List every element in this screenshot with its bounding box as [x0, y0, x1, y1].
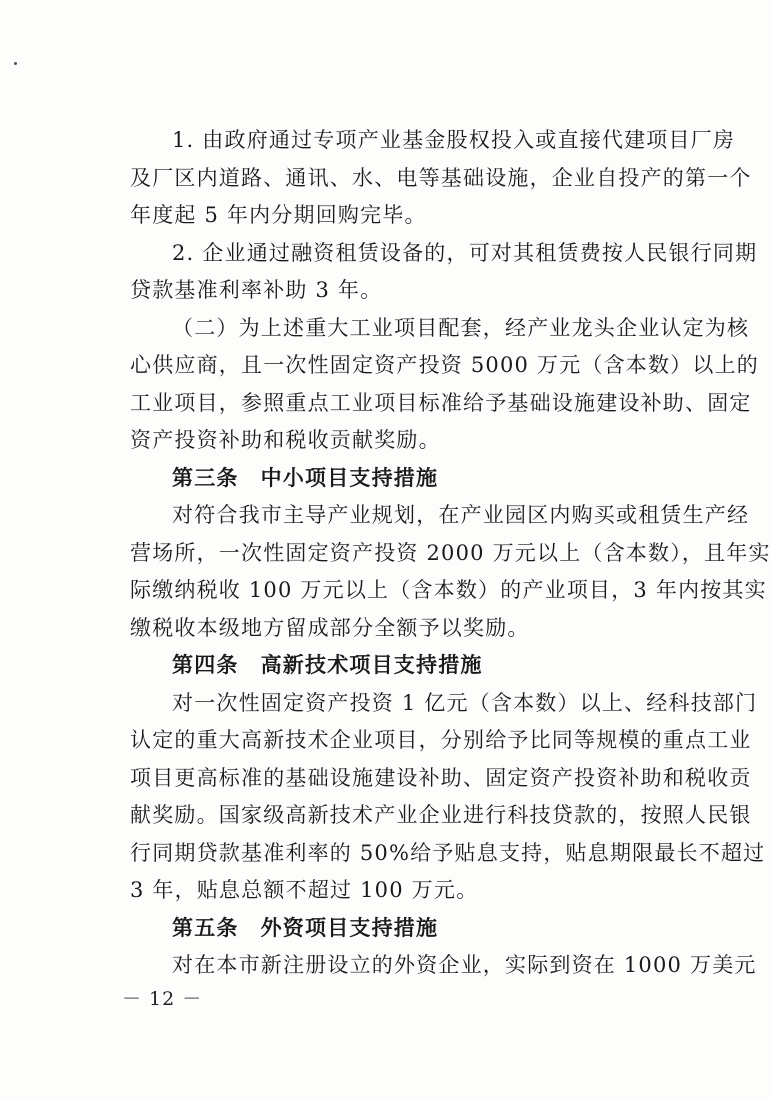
paragraph-line: 项目更高标准的基础设施建设补助、固定资产投资补助和税收贡	[130, 766, 752, 790]
paragraph-line: 缴税收本级地方留成部分全额予以奖励。	[130, 616, 530, 640]
article-number: 第三条	[172, 465, 239, 490]
paragraph-line: 年度起 5 年内分期回购完毕。	[130, 203, 427, 227]
paragraph-line: 资产投资补助和税收贡献奖励。	[130, 428, 441, 452]
paragraph-line: 行同期贷款基准利率的 50%给予贴息支持，贴息期限最长不超过	[130, 841, 766, 865]
paragraph-line: 际缴纳税收 100 万元以上（含本数）的产业项目，3 年内按其实	[130, 578, 767, 602]
paragraph-line: 2. 企业通过融资租赁设备的，可对其租赁费按人民银行同期	[172, 241, 758, 265]
article-5-heading	[172, 913, 438, 943]
paragraph-line: 献奖励。国家级高新技术产业企业进行科技贷款的，按照人民银	[130, 803, 752, 827]
paragraph-line: 对在本市新注册设立的外资企业，实际到资在 1000 万美元	[172, 953, 757, 977]
article-title: 高新技术项目支持措施	[260, 652, 483, 677]
article-number: 第四条	[172, 652, 239, 677]
paragraph-line: （二）为上述重大工业项目配套，经产业龙头企业认定为核	[172, 316, 750, 340]
scan-speck	[14, 62, 17, 65]
paragraph-line: 对一次性固定资产投资 1 亿元（含本数）以上、经科技部门	[172, 691, 758, 715]
paragraph-line: 心供应商，且一次性固定资产投资 5000 万元（含本数）以上的	[130, 353, 759, 377]
article-title: 中小项目支持措施	[260, 465, 439, 490]
paragraph-line: 1. 由政府通过专项产业基金股权投入或直接代建项目厂房	[172, 128, 736, 152]
paragraph-line: 贷款基准利率补助 3 年。	[130, 278, 383, 302]
paragraph-line: 工业项目，参照重点工业项目标准给予基础设施建设补助、固定	[130, 391, 752, 415]
article-4-heading	[172, 650, 483, 680]
paragraph-line: 及厂区内道路、通讯、水、电等基础设施，企业自投产的第一个	[130, 166, 752, 190]
page-number: － 12 －	[122, 988, 203, 1010]
paragraph-line: 营场所，一次性固定资产投资 2000 万元以上（含本数），且年实	[130, 541, 771, 565]
article-title: 外资项目支持措施	[260, 915, 439, 940]
paragraph-line: 对符合我市主导产业规划，在产业园区内购买或租赁生产经	[172, 503, 750, 527]
article-number: 第五条	[172, 915, 239, 940]
paragraph-line: 3 年，贴息总额不超过 100 万元。	[130, 878, 479, 902]
article-3-heading	[172, 463, 438, 493]
paragraph-line: 认定的重大高新技术企业项目，分别给予比同等规模的重点工业	[130, 728, 752, 752]
